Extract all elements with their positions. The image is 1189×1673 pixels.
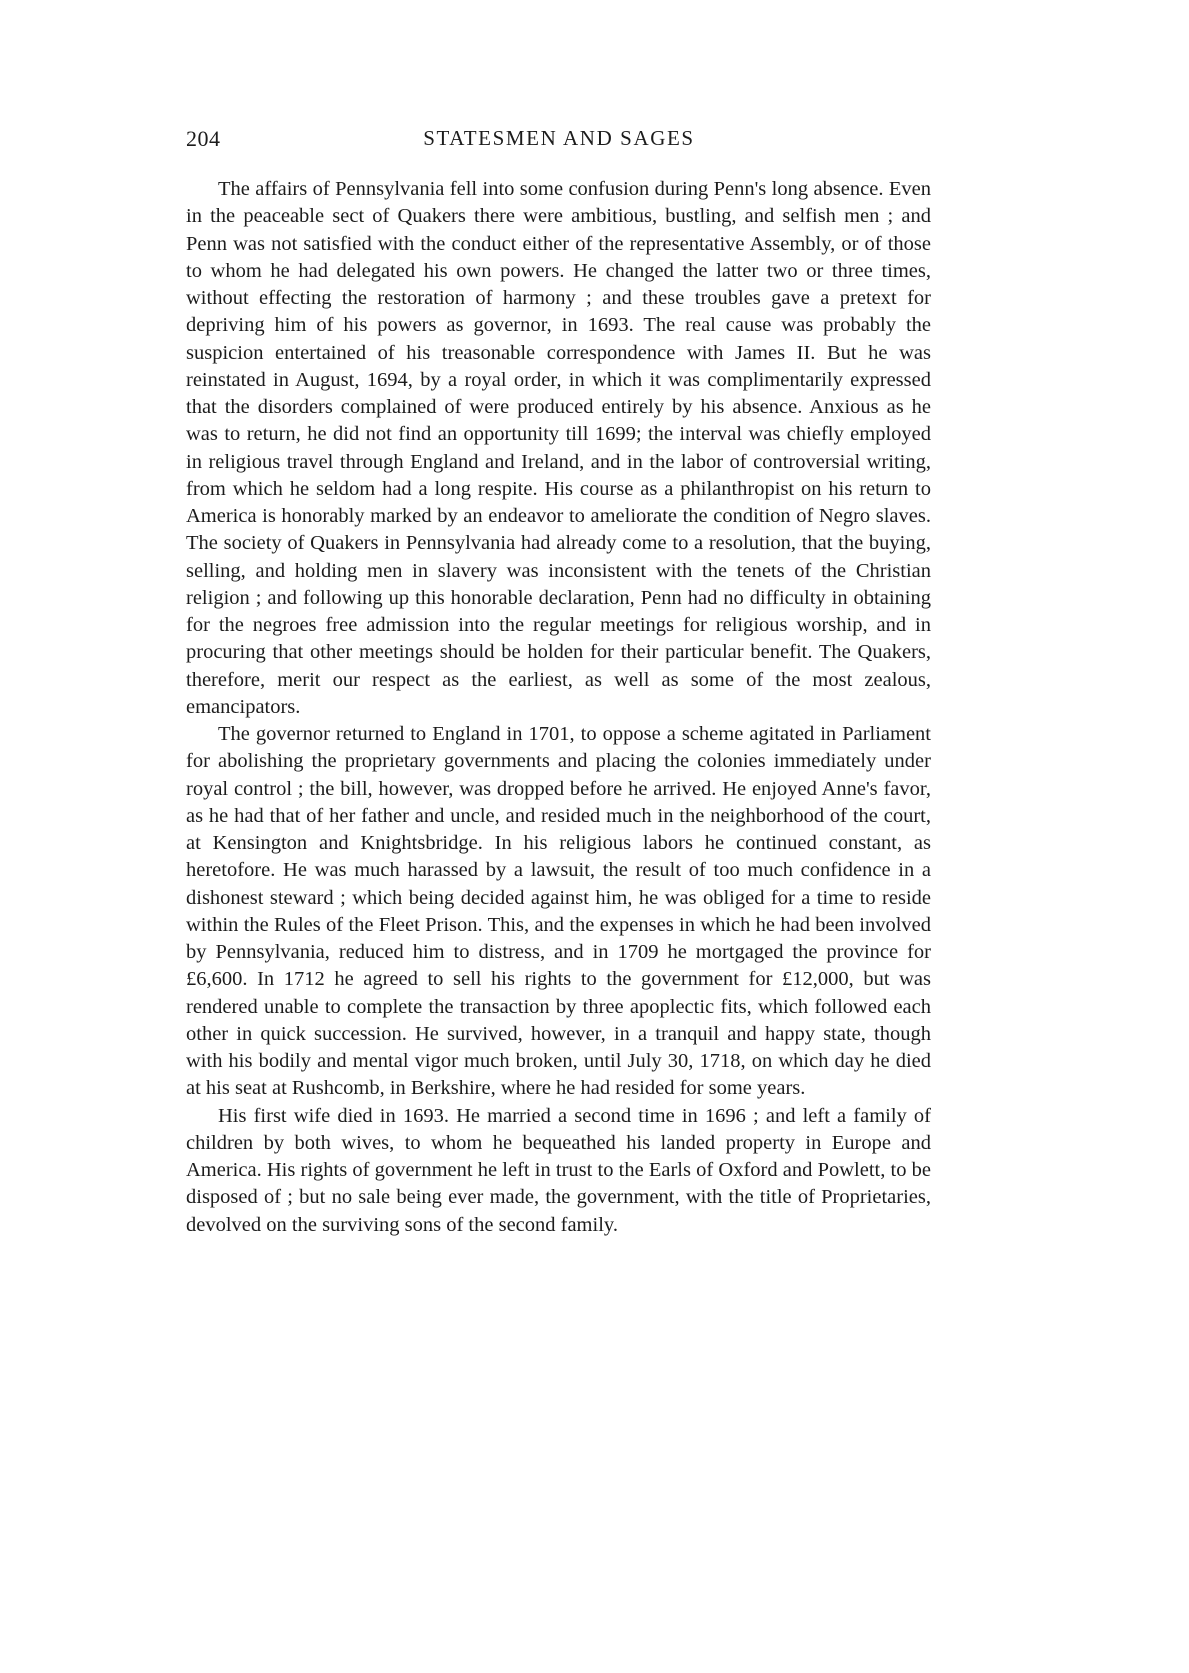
running-head-title: STATESMEN AND SAGES [423, 126, 695, 150]
paragraph-penn-absence: The affairs of Pennsylvania fell into some confusion during Penn's long absence. Even in the peaceable sect of Quakers there were ambitious, bustling, and selfish men ; and Penn was not satisfied with the conduct either of the representative Assembly, or of those to whom he had delegated his own powers. He changed the latter two or three times, without effecting the restoration of harmony ; and these troubles gave a pretext for depriving him of his powers as governor, in 1693. The real cause was probably the suspicion entertained of his treasonable correspondence with James II. But he was reinstated in August, 1694, by a royal order, in which it was complimentarily expressed that the disorders complained of were produced entirely by his absence. Anxious as he was to return, he did not find an opportunity till 1699; the interval was chiefly employed in religious travel through England and Ireland, and in the labor of controversial writing, from which he seldom had a long respite. His course as a philanthropist on his return to America is honorably marked by an endeavor to ameliorate the condition of Negro slaves. The society of Quakers in Pennsylvania had already come to a resolution, that the buying, selling, and holding men in slavery was inconsistent with the tenets of the Christian religion ; and following up this honorable declaration, Penn had no difficulty in obtaining for the negroes free admission into the regular meetings for religious worship, and in procuring that other meetings should be holden for their particular benefit. The Quakers, therefore, merit our respect as the earliest, as well as some of the most zealous, emancipators. [186, 178, 931, 718]
paragraph-family-and-heirs: His first wife died in 1693. He married a second time in 1696 ; and left a family of children by both wives, to whom he bequeathed his landed property in Europe and America. His rights of government he left in trust to the Earls of Oxford and Powlett, to be disposed of ; but no sale being ever made, the government, with the title of Proprietaries, devolved on the surviving sons of the second family. [186, 1104, 931, 1236]
page-number: 204 [186, 126, 221, 151]
body-text [186, 176, 931, 1239]
paragraph-return-to-england: The governor returned to England in 1701, to oppose a scheme agitated in Parliament for abolishing the proprietary governments and placing the colonies immediately under royal control ; the bill, however, was dropped before he arrived. He enjoyed Anne's favor, as he had that of her father and uncle, and resided much in the neighborhood of the court, at Kensington and Knightsbridge. In his religious labors he continued constant, as heretofore. He was much harassed by a lawsuit, the result of too much confidence in a dishonest steward ; which being decided against him, he was obliged for a time to reside within the Rules of the Fleet Prison. This, and the expenses in which he had been involved by Pennsylvania, reduced him to distress, and in 1709 he mortgaged the province for £6,600. In 1712 he agreed to sell his rights to the government for £12,000, but was rendered unable to complete the transaction by three apoplectic fits, which followed each other in quick succession. He survived, however, in a tranquil and happy state, though with his bodily and mental vigor much broken, until July 30, 1718, on which day he died at his seat at Rushcomb, in Berkshire, where he had resided for some years. [186, 723, 931, 1100]
